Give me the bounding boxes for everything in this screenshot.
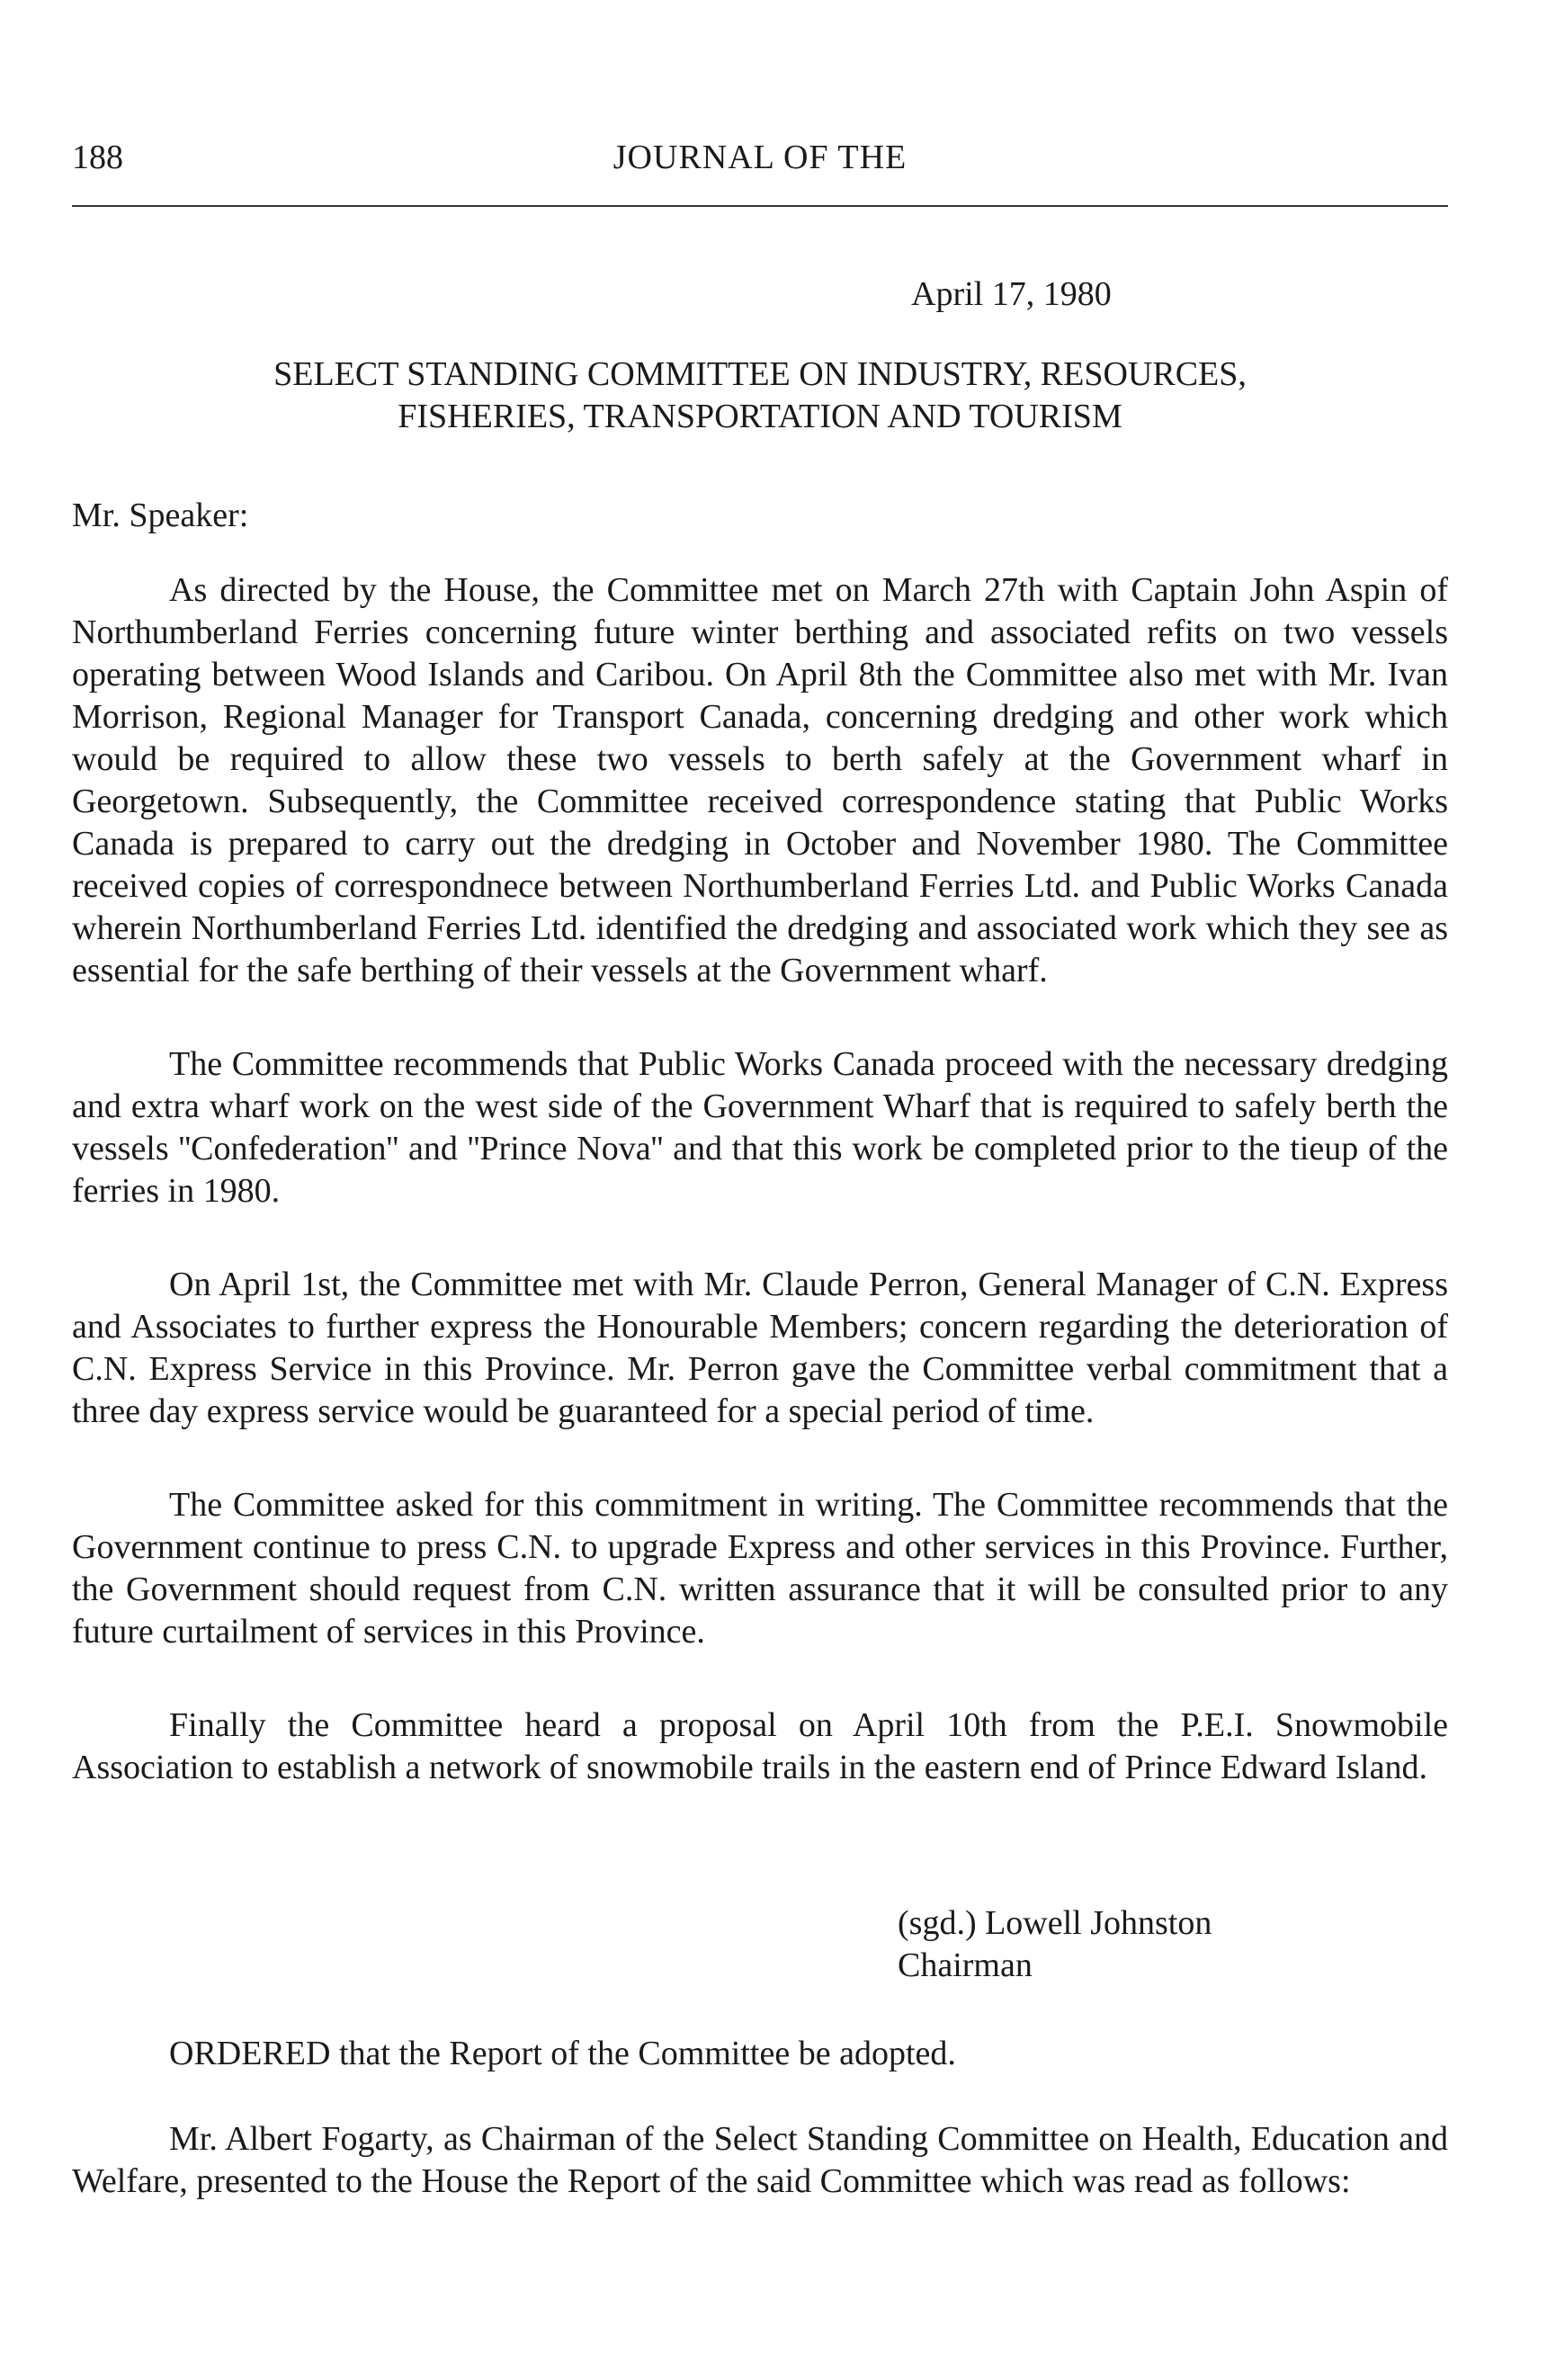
salutation: Mr. Speaker: (72, 497, 249, 534)
paragraph-commitment-writing: The Committee asked for this commitment in writing. The Committee recommends that the Government continue to press C.N. to upgrade Express and other services in this Province. Further, the Government should request from C.N. written assurance that it will be consulted prior to any future curtailment of services in this Province. (72, 1486, 1448, 1651)
signature-title: Chairman (898, 1946, 1033, 1984)
signature-name: (sgd.) Lowell Johnston (898, 1904, 1212, 1942)
running-head: JOURNAL OF THE (613, 139, 908, 176)
page-header (72, 135, 1448, 180)
committee-title (72, 353, 1448, 438)
report-date: April 17, 1980 (911, 275, 1112, 313)
report-body (72, 569, 1448, 1840)
closing-paragraph: Mr. Albert Fogarty, as Chairman of the Select Standing Committee on Health, Education and Welfare, presented to the House the Report of the said Committee which was read as follows: (72, 2120, 1448, 2200)
header-rule (72, 205, 1448, 207)
signature-block (898, 1902, 1212, 1987)
paragraph-berthing: As directed by the House, the Committee met on March 27th with Captain John Aspin of Northumberland Ferries concerning future winter berthing and associated refits on two vessels operating between Wood Islands and Caribou. On April 8th the Committee also met with Mr. Ivan Morrison, Regional Manager for Transport Canada, concerning dredging and other work which would be required to allow these two vessels to berth safely at the Government wharf in Georgetown. Subsequently, the Committee received correspondence stating that Public Works Canada is prepared to carry out the dredging in October and November 1980. The Committee received copies of correspondnece between Northumberland Ferries Ltd. and Public Works Canada wherein Northumberland Ferries Ltd. identified the dredging and associated work which they see as essential for the safe berthing of their vessels at the Government wharf. (72, 571, 1448, 989)
committee-title-line-1: SELECT STANDING COMMITTEE ON INDUSTRY, RESOURCES, (273, 355, 1247, 393)
ordered-statement: ORDERED that the Report of the Committee be adopted. (169, 2035, 956, 2072)
paragraph-recommendation-wharf: The Committee recommends that Public Works Canada proceed with the necessary dredging and extra wharf work on the west side of the Government Wharf that is required to safely berth the vessels ''Confederation'' and ''Prince Nova'' and that this work be completed prior to the tieup of the ferries in 1980. (72, 1045, 1448, 1210)
paragraph-snowmobile: Finally the Committee heard a proposal on April 10th from the P.E.I. Snowmobile Association to establish a network of snowmobile trails in the eastern end of Prince Edward Island. (72, 1706, 1448, 1786)
committee-title-line-2: FISHERIES, TRANSPORTATION AND TOURISM (398, 398, 1122, 435)
journal-page (72, 135, 1448, 2200)
page-number: 188 (72, 139, 123, 176)
paragraph-cn-express: On April 1st, the Committee met with Mr. Claude Perron, General Manager of C.N. Express and Associates to further express the Honourable Members; concern regarding the deterioration of C.N. Express Service in this Province. Mr. Perron gave the Committee verbal commitment that a three day express service would be guaranteed for a special period of time. (72, 1266, 1448, 1430)
